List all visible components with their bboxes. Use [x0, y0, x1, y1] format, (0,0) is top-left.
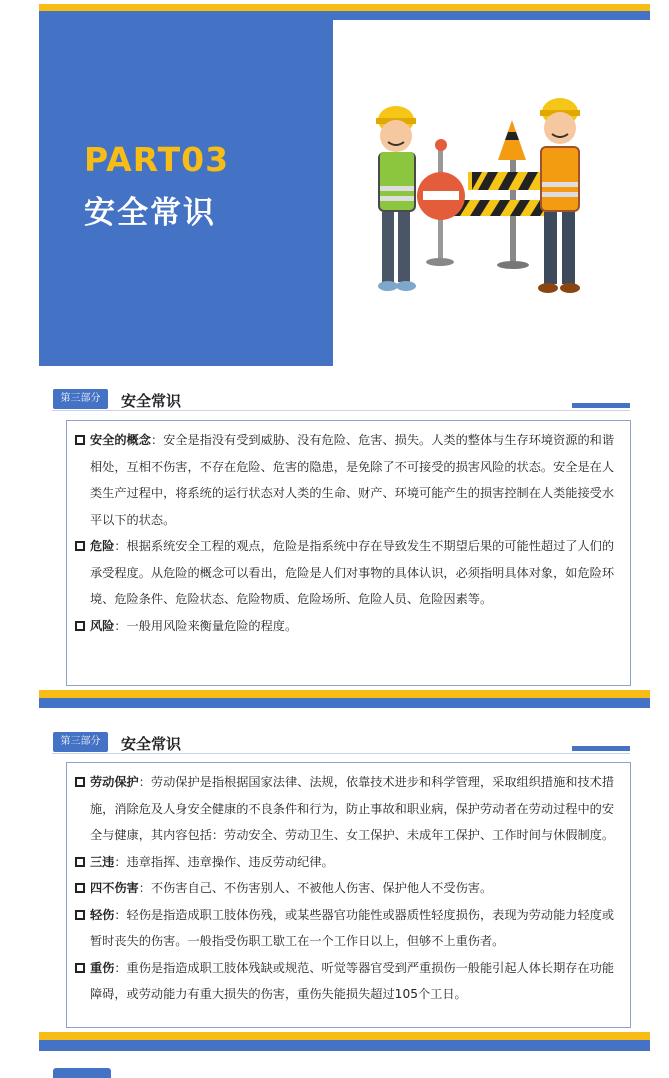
divider — [52, 410, 630, 411]
checkbox-bullet-icon — [75, 910, 85, 920]
list-item: 重伤：重伤是指造成职工肢体残缺或规范、听觉等器官受到严重损伤一般能引起人体长期存在功能障碍，或劳动能力有重大损失的伤害，重伤失能损失超过105个工日。 — [73, 955, 624, 1008]
section-title: 安全常识 — [121, 392, 182, 410]
page-title: 安全常识 — [84, 195, 216, 231]
list-item: 四不伤害：不伤害自己、不伤害别人、不被他人伤害、保护他人不受伤害。 — [73, 875, 624, 902]
checkbox-bullet-icon — [75, 621, 85, 631]
section-tag: 第三部分 — [53, 389, 108, 409]
decorative-bar — [572, 403, 630, 408]
blue-stripe — [39, 698, 650, 708]
stop-sign-icon — [417, 139, 465, 266]
checkbox-bullet-icon — [75, 963, 85, 973]
list-item: 风险：一般用风险来衡量危险的程度。 — [73, 613, 624, 640]
list-item: 三违：违章指挥、违章操作、违反劳动纪律。 — [73, 849, 624, 876]
list-item: 安全的概念：安全是指没有受到威胁、没有危险、危害、损失。人类的整体与生存环境资源的和谐相处，互相不伤害，不存在危险、危害的隐患，是免除了不可接受的损害风险的状态。安全是在人类生产过程中，将系统的运行状态对人类的生命、财产、环境可能产生的损害控制在人类能接受水平以下的状态。 — [73, 427, 624, 533]
blue-stripe — [39, 1040, 650, 1051]
gold-stripe — [39, 1032, 650, 1040]
top-blue-stripe — [39, 11, 650, 20]
list-item: 劳动保护：劳动保护是指根据国家法律、法规，依靠技术进步和科学管理，采取组织措施和技术措施，消除危及人身安全健康的不良条件和行为，防止事故和职业病，保护劳动者在劳动过程中的安全与健康，其内容包括：劳动安全、劳动卫生、女工保护、未成年工保护、工作时间与休假制度。 — [73, 769, 624, 849]
divider — [52, 753, 630, 754]
part-label: PART03 — [84, 140, 230, 179]
list-item: 危险：根据系统安全工程的观点，危险是指系统中存在导致发生不期望后果的可能性超过了人们的承受程度。从危险的概念可以看出，危险是人们对事物的具体认识，必须指明具体对象，如危险环境、危险条件、危险状态、危险物质、危险场所、危险人员、危险因素等。 — [73, 533, 624, 613]
content-box — [66, 762, 631, 1028]
construction-workers-illustration — [360, 90, 610, 305]
gold-stripe — [39, 690, 650, 698]
decorative-bar — [572, 746, 630, 751]
worker-left-icon — [376, 106, 416, 291]
checkbox-bullet-icon — [75, 541, 85, 551]
next-section-tag — [53, 1068, 111, 1078]
top-gold-stripe — [39, 4, 650, 11]
checkbox-bullet-icon — [75, 777, 85, 787]
content-box — [66, 420, 631, 686]
section-title: 安全常识 — [121, 735, 182, 753]
checkbox-bullet-icon — [75, 857, 85, 867]
checkbox-bullet-icon — [75, 883, 85, 893]
list-item: 轻伤：轻伤是指造成职工肢体伤残，或某些器官功能性或器质性轻度损伤，表现为劳动能力轻度或暂时丧失的伤害。一般指受伤职工歇工在一个工作日以上，但够不上重伤者。 — [73, 902, 624, 955]
section-tag: 第三部分 — [53, 732, 108, 752]
worker-right-icon — [538, 98, 580, 293]
checkbox-bullet-icon — [75, 435, 85, 445]
